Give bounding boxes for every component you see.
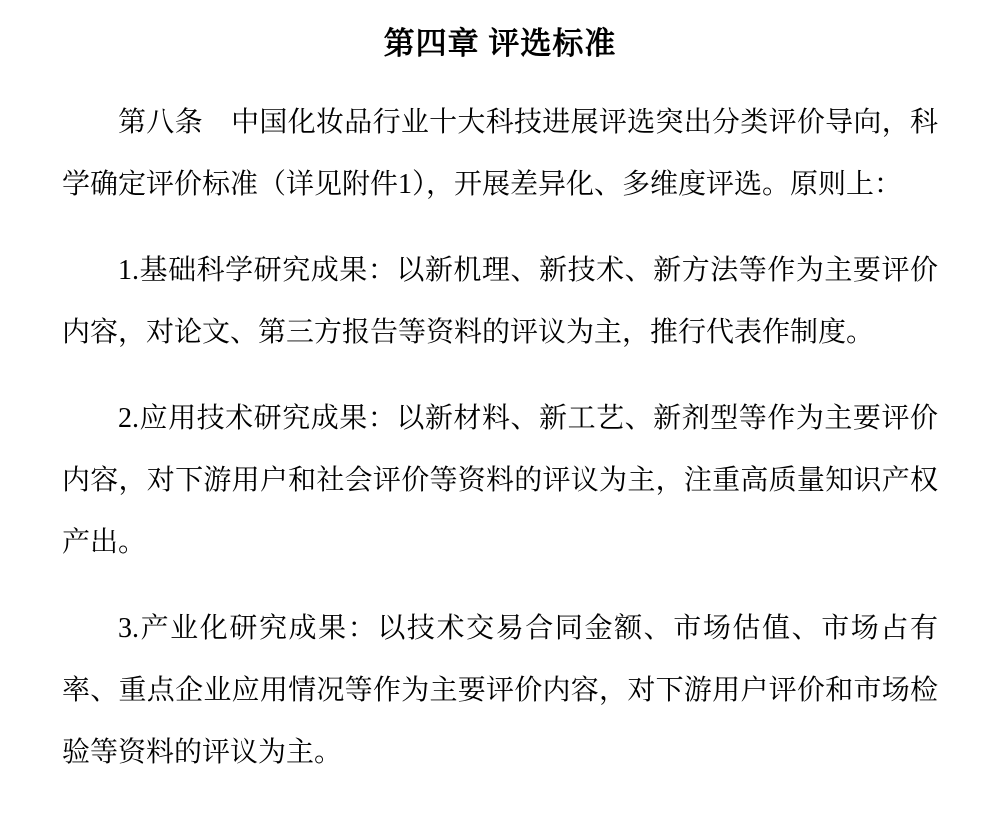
chapter-title: 第四章 评选标准 (383, 26, 617, 61)
paragraph-article-8: 第八条 中国化妆品行业十大科技进展评选突出分类评价导向，科学确定评价标准（详见附件1），开展差异化、多维度评选。原则上： (62, 107, 938, 200)
paragraph-item-3: 3.产业化研究成果：以技术交易合同金额、市场估值、市场占有率、重点企业应用情况等作为主要评价内容，对下游用户评价和市场检验等资料的评议为主。 (62, 613, 938, 768)
document-body (62, 92, 938, 784)
paragraph-item-2: 2.应用技术研究成果：以新材料、新工艺、新剂型等作为主要评价内容，对下游用户和社会评价等资料的评议为主，注重高质量知识产权产出。 (62, 403, 938, 558)
paragraph-item-1: 1.基础科学研究成果：以新机理、新技术、新方法等作为主要评价内容，对论文、第三方报告等资料的评议为主，推行代表作制度。 (62, 255, 938, 348)
